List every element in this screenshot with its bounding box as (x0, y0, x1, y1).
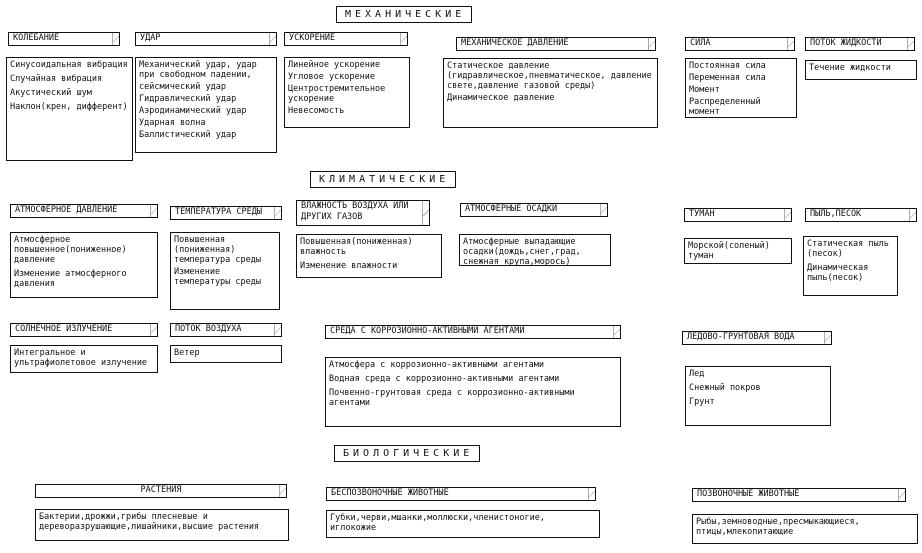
group-fog-title: ТУМАН (684, 208, 792, 222)
list-item: Бактерии,дрожжи,грибы плесневые и дереворазрушающие,лишайники,высшие растения (39, 512, 260, 532)
list-item: Снежный покров (689, 383, 761, 393)
list-item: Атмосфера с коррозионно-активными агентами (329, 360, 544, 370)
group-air-flow-title: ПОТОК ВОЗДУХА (170, 323, 282, 337)
list-item: Ветер (174, 348, 200, 358)
group-mech-pressure-list (443, 58, 658, 128)
group-vibration-list (6, 57, 133, 161)
list-item: Рыбы,земноводные,пресмыкающиеся, птицы,млекопитающие (696, 517, 860, 537)
group-impact-list (135, 57, 277, 153)
list-item: Линейное ускорение (288, 60, 381, 70)
group-force-title: СИЛА (685, 37, 795, 51)
group-precipitation-title: АТМОСФЕРНЫЕ ОСАДКИ (460, 203, 608, 217)
group-solar-title: СОЛНЕЧНОЕ ИЗЛУЧЕНИЕ (10, 323, 158, 337)
list-item: Невесомость (288, 106, 345, 116)
group-impact-title: УДАР (135, 32, 277, 46)
group-air-flow-list (170, 345, 282, 363)
section-climatic: КЛИМАТИЧЕСКИЕ (310, 171, 456, 188)
list-item: Постоянная сила (689, 61, 766, 71)
group-humidity-list (296, 234, 442, 278)
list-item: Статическое давление (гидравлическое,пневматическое, давление свете,давление газовой среды) (447, 61, 652, 91)
list-item: Лед (689, 369, 705, 379)
group-precipitation-list (459, 234, 611, 266)
group-ice-ground-title: ЛЕДОВО-ГРУНТОВАЯ ВОДА (682, 331, 832, 345)
group-dust-list (803, 236, 898, 296)
group-corrosive-title: СРЕДА С КОРРОЗИОННО-АКТИВНЫМИ АГЕНТАМИ (325, 325, 621, 339)
list-item: Течение жидкости (809, 63, 891, 73)
list-item: Синусоидальная вибрация (10, 60, 128, 70)
group-fluid-flow-list (805, 60, 917, 80)
group-humidity-title: ВЛАЖНОСТЬ ВОЗДУХА ИЛИ ДРУГИХ ГАЗОВ (296, 200, 430, 226)
list-item: Повышенная(пониженная) влажность (300, 237, 413, 257)
group-solar-list (10, 345, 158, 373)
section-mechanical: МЕХАНИЧЕСКИЕ (336, 6, 472, 23)
group-vertebrates-title: ПОЗВОНОЧНЫЕ ЖИВОТНЫЕ (692, 488, 906, 502)
group-vibration-title: КОЛЕБАНИЕ (8, 32, 120, 46)
list-item: Наклон(крен, дифферент) (10, 102, 128, 112)
list-item: Атмосферное повышенное(пониженное) давление (14, 235, 127, 265)
list-item: Распределенный момент (689, 97, 761, 117)
list-item: Грунт (689, 397, 715, 407)
list-item: Атмосферные выпадающие осадки(дождь,снег,град, снежная крупа,морось) (463, 237, 581, 266)
list-item: Момент (689, 85, 720, 95)
group-vertebrates-list (692, 514, 918, 544)
list-item: Статическая пыль (песок) (807, 239, 889, 259)
group-temperature-title: ТЕМПЕРАТУРА СРЕДЫ (170, 206, 282, 220)
list-item: Изменение температуры среды (174, 267, 261, 287)
group-acceleration-title: УСКОРЕНИЕ (284, 32, 408, 46)
group-plants-title: РАСТЕНИЯ (35, 484, 287, 498)
group-fluid-flow-title: ПОТОК ЖИДКОСТИ (805, 37, 915, 51)
list-item: Водная среда с коррозионно-активными агентами (329, 374, 560, 384)
list-item: Ударная волна (139, 118, 206, 128)
list-item: Изменение атмосферного давления (14, 269, 127, 289)
list-item: сейсмический удар (139, 82, 226, 92)
group-temperature-list (170, 232, 280, 310)
list-item: Гидравлический удар (139, 94, 237, 104)
group-atm-pressure-title: АТМОСФЕРНОЕ ДАВЛЕНИЕ (10, 204, 158, 218)
list-item: Губки,черви,мшанки,моллюски,членистоногие, иглокожие (330, 513, 545, 533)
list-item: Переменная сила (689, 73, 766, 83)
group-ice-ground-list (685, 366, 831, 426)
section-biological: БИОЛОГИЧЕСКИЕ (334, 445, 480, 462)
list-item: Интегральное и ультрафиолетовое излучение (14, 348, 148, 368)
group-corrosive-list (325, 357, 621, 427)
group-plants-list (35, 509, 289, 541)
list-item: Почвенно-грунтовая среда с коррозионно-активными агентами (329, 388, 575, 408)
list-item: Баллистический удар (139, 130, 237, 140)
list-item: Угловое ускорение (288, 72, 375, 82)
list-item: Случайная вибрация (10, 74, 103, 84)
list-item: Акустический шум (10, 88, 92, 98)
list-item: Аэродинамический удар (139, 106, 247, 116)
list-item: Центростремительное ускорение (288, 84, 386, 104)
list-item: Морской(соленый) туман (688, 241, 770, 261)
group-invertebrates-list (326, 510, 600, 538)
group-dust-title: ПЫЛЬ,ПЕСОК (805, 208, 917, 222)
group-acceleration-list (284, 57, 410, 128)
list-item: Динамическая пыль(песок) (807, 263, 869, 283)
group-force-list (685, 58, 797, 118)
list-item: Изменение влажности (300, 261, 398, 271)
group-mech-pressure-title: МЕХАНИЧЕСКОЕ ДАВЛЕНИЕ (456, 37, 656, 51)
group-invertebrates-title: БЕСПОЗВОНОЧНЫЕ ЖИВОТНЫЕ (326, 487, 596, 501)
group-atm-pressure-list (10, 232, 158, 298)
group-fog-list (684, 238, 792, 264)
list-item: Динамическое давление (447, 93, 555, 103)
list-item: Механический удар, удар при свободном падении, (139, 60, 257, 80)
list-item: Повышенная (пониженная) температура среды (174, 235, 261, 265)
